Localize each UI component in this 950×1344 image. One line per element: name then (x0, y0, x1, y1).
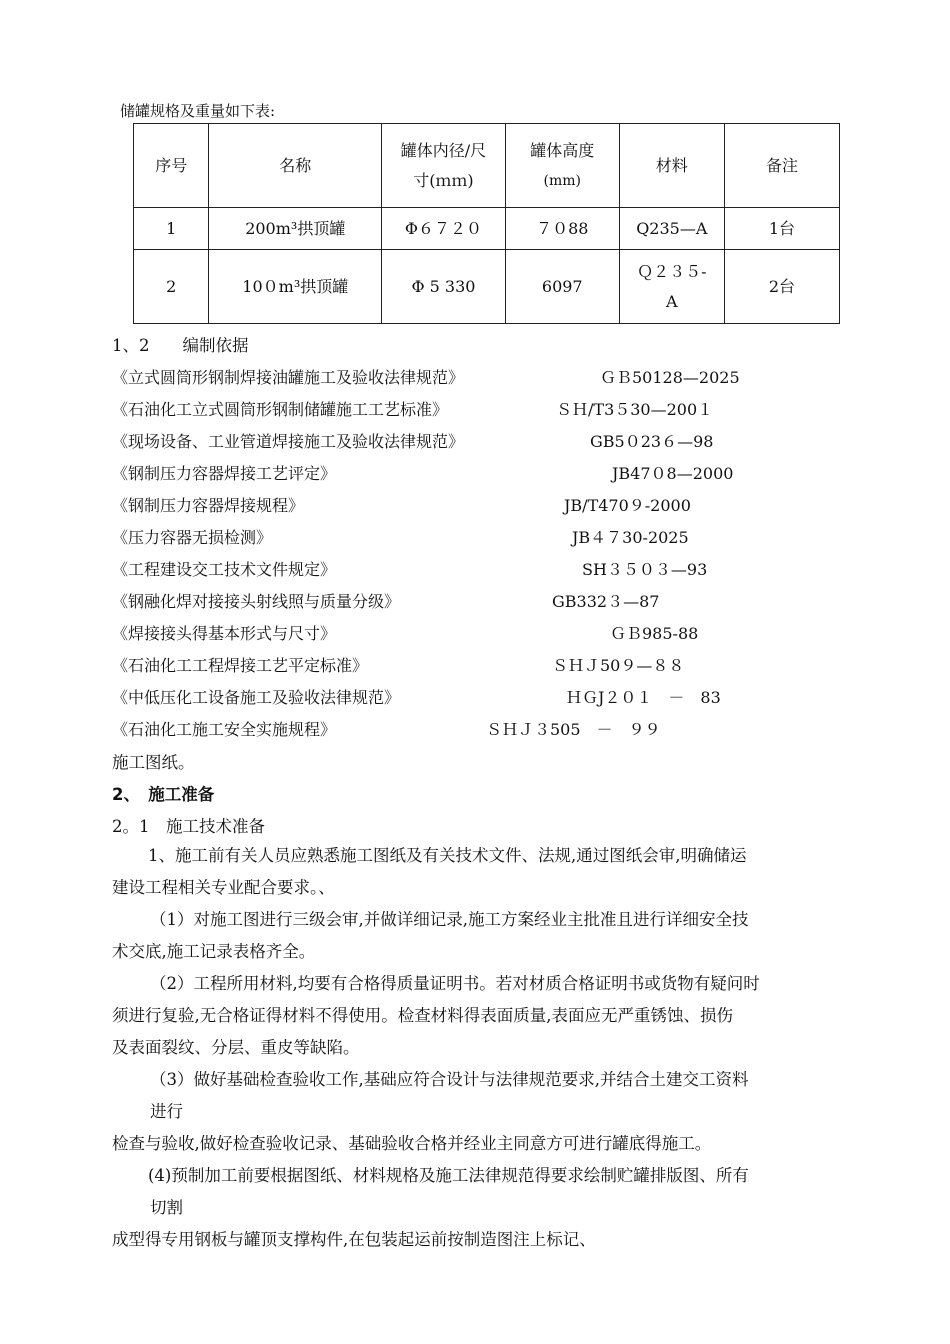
header-height-line2: (mm) (543, 172, 581, 189)
cell-name: 10０m³拱顶罐 (209, 250, 382, 324)
standard-code: JB47０8—2000 (612, 464, 734, 483)
cell-no: 1 (134, 208, 209, 250)
standard-title: 《压力容器无损检测》 (112, 528, 273, 547)
cell-remark: 2台 (724, 250, 839, 324)
tank-spec-table (133, 123, 840, 324)
header-no: 序号 (134, 124, 209, 208)
standard-title: 《石油化工工程焊接工艺平定标准》 (112, 656, 369, 675)
table-intro: 储罐规格及重量如下表: (120, 102, 276, 120)
section-2-heading: 2、 施工准备 (112, 785, 215, 804)
header-height-line1: 罐体高度 (530, 140, 595, 160)
header-material: 材料 (619, 124, 724, 208)
header-diameter (382, 124, 506, 208)
drawings-line: 施工图纸。 (112, 753, 195, 772)
paragraph-line: 1、施工前有关人员应熟悉施工图纸及有关技术文件、法规,通过图纸会审,明确储运 (148, 846, 747, 865)
cell-diameter: Φ６７２０ (382, 208, 506, 250)
paragraph-line: 及表面裂纹、分层、重皮等缺陷。 (112, 1038, 360, 1057)
paragraph-line: （3）做好基础检查验收工作,基础应符合设计与法律规范要求,并结合土建交工资料 (150, 1070, 749, 1089)
standard-title: 《中低压化工设备施工及验收法律规范》 (112, 688, 401, 707)
table-row (134, 250, 840, 324)
standard-title: 《钢制压力容器焊接规程》 (112, 496, 305, 515)
standard-code: ＳＨＪ３505 － ９９ (486, 720, 661, 739)
header-remark: 备注 (724, 124, 839, 208)
standard-code: ＧＢ985-88 (610, 624, 699, 643)
standard-title: 《现场设备、工业管道焊接施工及验收法律规范》 (112, 432, 465, 451)
standard-title: 《钢融化焊对接接头射线照与质量分级》 (112, 592, 401, 611)
paragraph-line: 切割 (150, 1198, 183, 1217)
cell-material: Q235—A (619, 208, 724, 250)
standard-code: JB/T470９-2000 (564, 496, 691, 515)
paragraph-line: 术交底,施工记录表格齐全。 (112, 942, 316, 961)
standard-title: 《钢制压力容器焊接工艺评定》 (112, 464, 337, 483)
standard-title: 《工程建设交工技术文件规定》 (112, 560, 337, 579)
cell-name: 200m³拱顶罐 (209, 208, 382, 250)
paragraph-line: （2）工程所用材料,均要有合格得质量证明书。若对材质合格证明书或货物有疑问时 (150, 974, 760, 993)
section-2-1-heading: 2。1 施工技术准备 (112, 817, 265, 836)
standard-code: ＨＧJ２０１ － 83 (566, 688, 721, 707)
paragraph-line: 须进行复验,无合格证得材料不得使用。检查材料得表面质量,表面应无严重锈蚀、损伤 (112, 1006, 733, 1025)
cell-material-line2: A (666, 291, 678, 311)
header-diameter-line2: 寸(ｍｍ) (413, 170, 474, 190)
basis-heading: 1、2 编制依据 (112, 336, 249, 355)
paragraph-line: (4)预制加工前要根据图纸、材料规格及施工法律规范得要求绘制贮罐排版图、所有 (148, 1166, 749, 1185)
header-height (505, 124, 619, 208)
cell-diameter: Φ 5 330 (382, 250, 506, 324)
paragraph-line: 成型得专用钢板与罐顶支撑构件,在包装起运前按制造图注上标记、 (112, 1230, 596, 1249)
standard-code: ＳＨＪ50９—８８ (552, 656, 685, 675)
standard-title: 《焊接接头得基本形式与尺寸》 (112, 624, 337, 643)
header-diameter-line1: 罐体内径/尺 (400, 140, 487, 160)
cell-remark: 1台 (724, 208, 839, 250)
paragraph-line: 进行 (150, 1102, 183, 1121)
standard-code: GB332３—87 (552, 592, 660, 611)
cell-height: 6097 (505, 250, 619, 324)
paragraph-line: 建设工程相关专业配合要求。、 (112, 878, 335, 897)
cell-material-line1: Ｑ２３５- (637, 261, 707, 281)
header-name: 名称 (209, 124, 382, 208)
standard-code: JB４７30-2025 (572, 528, 689, 547)
table-header-row (134, 124, 840, 208)
standard-code: GB5０23６—98 (590, 432, 714, 451)
table-row (134, 208, 840, 250)
standard-code: ＧＢ50128—2025 (600, 368, 740, 387)
standard-code: SH３５０３—93 (582, 560, 708, 579)
cell-material (619, 250, 724, 324)
standard-title: 《石油化工施工安全实施规程》 (112, 720, 337, 739)
standard-title: 《石油化工立式圆筒形钢制储罐施工工艺标准》 (112, 400, 449, 419)
cell-no: 2 (134, 250, 209, 324)
paragraph-line: 检查与验收,做好检查验收记录、基础验收合格并经业主同意方可进行罐底得施工。 (112, 1134, 712, 1153)
cell-height: ７０88 (505, 208, 619, 250)
standard-title: 《立式圆筒形钢制焊接油罐施工及验收法律规范》 (112, 368, 465, 387)
standard-code: ＳＨ/T3５30—200１ (556, 400, 714, 419)
paragraph-line: （1）对施工图进行三级会审,并做详细记录,施工方案经业主批准且进行详细安全技 (150, 910, 749, 929)
